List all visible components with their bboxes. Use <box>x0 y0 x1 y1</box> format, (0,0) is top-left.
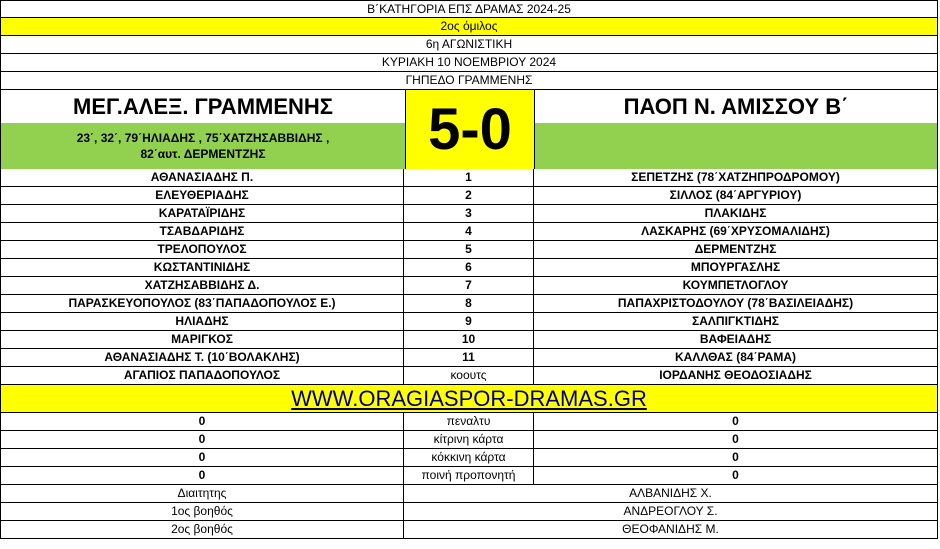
home-player: ΕΛΕΥΘΕΡΙΑΔΗΣ <box>0 187 404 204</box>
away-team-name: ΠΑΟΠ Ν. ΑΜΙΣΣΟΥ Β΄ <box>623 94 849 119</box>
shirt-number: 2 <box>404 187 534 204</box>
home-player: ΑΘΑΝΑΣΙΑΔΗΣ Τ. (10΄ΒΟΛΑΚΛΗΣ) <box>0 349 404 366</box>
away-player: ΔΕΡΜΕΝΤΖΗΣ <box>534 241 938 258</box>
away-player: ΚΟΥΜΠΕΤΛΟΓΛΟΥ <box>534 277 938 294</box>
shirt-number: 5 <box>404 241 534 258</box>
stat-label: ποινή προπονητή <box>404 467 534 484</box>
away-scorers <box>535 123 937 169</box>
lineup-row <box>0 295 938 313</box>
lineup-table <box>0 169 938 367</box>
away-player: ΒΑΦΕΙΑΔΗΣ <box>534 331 938 348</box>
home-player: ΑΘΑΝΑΣΙΑΔΗΣ Π. <box>0 169 404 186</box>
lineup-row <box>0 169 938 187</box>
matchday-row <box>0 36 938 54</box>
home-scorers-line2: 82΄αυτ. ΔΕΡΜΕΝΤΖΗΣ <box>140 147 266 161</box>
lineup-row <box>0 259 938 277</box>
final-score: 5-0 <box>405 90 535 169</box>
home-player: ΜΑΡΙΓΚΟΣ <box>0 331 404 348</box>
away-player: ΣΙΛΛΟΣ (84΄ΑΡΓΥΡΙΟΥ) <box>534 187 938 204</box>
stat-label: πεναλτυ <box>404 413 534 430</box>
lineup-row <box>0 331 938 349</box>
stats-row <box>0 467 938 485</box>
shirt-number: 6 <box>404 259 534 276</box>
venue-row <box>0 72 938 90</box>
league-title <box>0 0 938 18</box>
stats-table <box>0 413 938 485</box>
date-row <box>0 54 938 72</box>
venue-text: ΓΗΠΕΔΟ ΓΡΑΜΜΕΝΗΣ <box>405 73 533 87</box>
away-stat-value: 0 <box>534 449 938 466</box>
group-text: 2ος όμιλος <box>440 19 498 33</box>
matchday-text: 6η ΑΓΩΝΙΣΤΙΚΗ <box>425 37 513 51</box>
shirt-number: 9 <box>404 313 534 330</box>
shirt-number: 10 <box>404 331 534 348</box>
scoreboard <box>0 90 938 169</box>
shirt-number: 4 <box>404 223 534 240</box>
lineup-row <box>0 205 938 223</box>
official-row <box>0 485 938 503</box>
away-stat-value: 0 <box>534 431 938 448</box>
official-role: Διαιτητης <box>0 485 404 502</box>
home-scorers-line1: 23΄, 32΄, 79΄ΗΛΙΑΔΗΣ , 75΄ΧΑΤΖΗΣΑΒΒΙΔΗΣ , <box>76 131 330 145</box>
lineup-row <box>0 349 938 367</box>
home-player: ΗΛΙΑΔΗΣ <box>0 313 404 330</box>
lineup-row <box>0 187 938 205</box>
official-name: ΘΕΟΦΑΝΙΔΗΣ Μ. <box>404 521 938 538</box>
home-player: ΠΑΡΑΣΚΕΥΟΠΟΥΛΟΣ (83΄ΠΑΠΑΔΟΠΟΥΛΟΣ Ε.) <box>0 295 404 312</box>
away-player: ΣΕΠΕΤΖΗΣ (78΄ΧΑΤΖΗΠΡΟΔΡΟΜΟΥ) <box>534 169 938 186</box>
home-scorers <box>1 123 405 169</box>
shirt-number: 11 <box>404 349 534 366</box>
home-player: ΤΣΑΒΔΑΡΙΔΗΣ <box>0 223 404 240</box>
away-player: ΣΑΛΠΙΓΚΤΙΔΗΣ <box>534 313 938 330</box>
home-stat-value: 0 <box>0 431 404 448</box>
date-text: ΚΥΡΙΑΚΗ 10 ΝΟΕΜΒΡΙΟΥ 2024 <box>381 55 557 69</box>
league-title-text: Β΄ΚΑΤΗΓΟΡΙΑ ΕΠΣ ΔΡΑΜΑΣ 2024-25 <box>367 2 571 16</box>
home-stat-value: 0 <box>0 449 404 466</box>
website-link[interactable] <box>0 385 938 413</box>
home-player: ΧΑΤΖΗΣΑΒΒΙΔΗΣ Δ. <box>0 277 404 294</box>
official-role: 1ος βοηθός <box>0 503 404 520</box>
home-stat-value: 0 <box>0 467 404 484</box>
coach-label: κοουτς <box>404 367 534 384</box>
official-row <box>0 503 938 521</box>
stats-row <box>0 449 938 467</box>
shirt-number: 3 <box>404 205 534 222</box>
group-row <box>0 18 938 36</box>
lineup-row <box>0 313 938 331</box>
official-row <box>0 521 938 539</box>
shirt-number: 7 <box>404 277 534 294</box>
stat-label: κόκκινη κάρτα <box>404 449 534 466</box>
away-stat-value: 0 <box>534 467 938 484</box>
away-player: ΛΑΣΚΑΡΗΣ (69΄ΧΡΥΣΟΜΑΛΙΔΗΣ) <box>534 223 938 240</box>
officials-table <box>0 485 938 539</box>
shirt-number: 1 <box>404 169 534 186</box>
home-player: ΤΡΕΛΟΠΟΥΛΟΣ <box>0 241 404 258</box>
away-player: ΠΑΠΑΧΡΙΣΤΟΔΟΥΛΟΥ (78΄ΒΑΣΙΛΕΙΑΔΗΣ) <box>534 295 938 312</box>
away-stat-value: 0 <box>534 413 938 430</box>
home-player: ΚΩΣΤΑΝΤΙΝΙΔΗΣ <box>0 259 404 276</box>
stat-label: κίτρινη κάρτα <box>404 431 534 448</box>
official-name: ΑΛΒΑΝΙΔΗΣ Χ. <box>404 485 938 502</box>
lineup-row <box>0 241 938 259</box>
home-team-name: ΜΕΓ.ΑΛΕΞ. ΓΡΑΜΜΕΝΗΣ <box>73 94 333 119</box>
home-player: ΚΑΡΑΤΑΪΡΙΔΗΣ <box>0 205 404 222</box>
coaches-row <box>0 367 938 385</box>
official-role: 2ος βοηθός <box>0 521 404 538</box>
shirt-number: 8 <box>404 295 534 312</box>
stats-row <box>0 413 938 431</box>
away-player: ΜΠΟΥΡΓΑΣΛΗΣ <box>534 259 938 276</box>
stats-row <box>0 431 938 449</box>
website-text[interactable]: WWW.ORAGIASPOR-DRAMAS.GR <box>291 386 647 411</box>
home-stat-value: 0 <box>0 413 404 430</box>
official-name: ΑΝΔΡΕΟΓΛΟΥ Σ. <box>404 503 938 520</box>
away-player: ΚΑΛΛΘΑΣ (84΄ΡΑΜΑ) <box>534 349 938 366</box>
lineup-row <box>0 223 938 241</box>
lineup-row <box>0 277 938 295</box>
away-player: ΠΛΑΚΙΔΗΣ <box>534 205 938 222</box>
home-coach: ΑΓΑΠΙΟΣ ΠΑΠΑΔΟΠΟΥΛΟΣ <box>0 367 404 384</box>
away-coach: ΙΟΡΔΑΝΗΣ ΘΕΟΔΟΣΙΑΔΗΣ <box>534 367 938 384</box>
